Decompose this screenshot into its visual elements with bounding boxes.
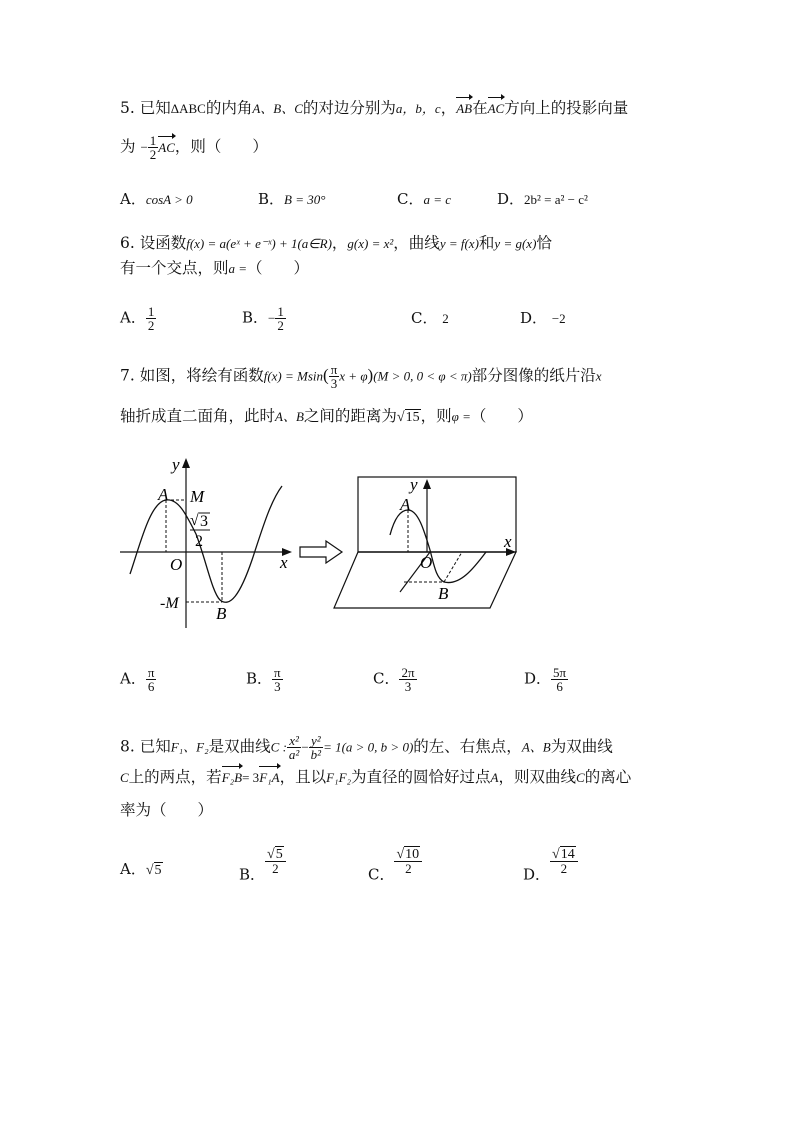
fraction-num: π (147, 665, 155, 680)
paren-close: ) (367, 365, 374, 385)
q8-line3 (120, 799, 213, 821)
q5-half-num: 1 (149, 133, 157, 148)
option-label: C． (397, 190, 424, 208)
q8-option-d[interactable] (523, 848, 578, 885)
q6-option-b[interactable] (242, 305, 286, 332)
label-neg-m: -M (160, 595, 179, 612)
fraction-den: 3 (404, 679, 412, 694)
q5-text: 的对边分别为 (302, 99, 396, 117)
x2-over-a2 (287, 734, 301, 761)
label-sqrt: √ (190, 512, 199, 529)
q6-text: （ ） (247, 259, 310, 277)
q5-half-fraction (148, 134, 159, 161)
fraction-num: y² (311, 733, 321, 748)
q6-number: 6. 设函数 (120, 234, 187, 252)
fraction-den: 6 (556, 679, 563, 694)
q8-point-a: A (490, 770, 499, 785)
label-y: y (172, 455, 180, 474)
option-fraction (399, 666, 416, 693)
q8-text: 为双曲线 (550, 737, 613, 756)
option-value: a = c (423, 192, 452, 207)
q8-option-c[interactable] (368, 848, 422, 885)
vector-ac: AC (488, 98, 505, 120)
fraction-num: 2π (401, 665, 415, 680)
q6-comma: ， (331, 234, 348, 252)
q7-line2 (120, 405, 533, 429)
arrow-icon (300, 541, 342, 563)
q5-text: 方向上的投影向量 (504, 99, 629, 117)
q6-line1 (120, 232, 552, 255)
q5-half-den: 2 (149, 147, 157, 162)
fold-label-o: O (420, 553, 433, 572)
fraction-den: 2 (560, 861, 568, 876)
vector-f2b: F₂B (222, 767, 242, 789)
q8-option-b[interactable] (239, 848, 286, 885)
q8-f1f2: F₁F₂ (326, 770, 352, 785)
fraction-num: √14 (550, 848, 578, 862)
radicand: 10 (405, 847, 420, 862)
sine-curve (130, 486, 282, 602)
q7-option-a[interactable] (120, 666, 156, 693)
option-label: A． (120, 190, 146, 208)
fraction-num: √10 (394, 848, 422, 862)
q7-text: （ ） (470, 407, 533, 425)
option-label: A． (120, 669, 146, 688)
q7-figure (0, 450, 794, 650)
q7-condition: (M > 0, 0 < φ < π) (373, 368, 472, 384)
radicand: 15 (405, 410, 420, 425)
q8-text: ，且以 (279, 768, 327, 786)
q6-line2 (120, 257, 309, 280)
q7-option-c[interactable] (373, 666, 417, 693)
q5-option-a[interactable] (120, 188, 193, 209)
fraction-den: 3 (330, 376, 338, 391)
vector-ab: AB (456, 98, 472, 120)
fraction-den: 2 (405, 861, 412, 876)
q8-option-a[interactable] (120, 858, 163, 879)
q8-text: 率为（ ） (120, 801, 214, 819)
q5-angles: A、B、C (252, 101, 303, 116)
option-fraction (394, 848, 422, 875)
vector-ac: AC (158, 137, 175, 159)
fold-label-x: x (504, 532, 512, 551)
q8-text: 的左、右焦点， (413, 737, 522, 756)
q5-line2 (120, 134, 268, 161)
label-b: B (216, 604, 227, 623)
option-label: C． (368, 865, 395, 884)
q7-number: 7. 如图，将绘有函数 (120, 366, 264, 385)
q5-text: 在 (472, 99, 488, 117)
fold-label-y: y (410, 475, 418, 494)
fraction-num: 1 (277, 304, 284, 319)
option-value: −2 (551, 311, 566, 326)
q5-line1 (120, 97, 628, 120)
q5-text: ，则（ ） (174, 137, 268, 156)
fraction-num: π (330, 362, 338, 377)
option-fraction (275, 305, 286, 332)
option-fraction (146, 666, 157, 693)
y-axis-arrow (182, 458, 190, 468)
option-label: B． (239, 865, 266, 884)
vertical-plane (358, 477, 516, 552)
q8-minus: − (301, 739, 309, 755)
option-label: A． (120, 308, 146, 327)
q6-text: 有一个交点，则 (120, 259, 229, 277)
radicand: 5 (154, 863, 162, 878)
q6-a: a = (228, 261, 248, 276)
q5-text: 的内角 (205, 99, 253, 117)
fraction-num: 1 (147, 304, 155, 319)
option-sqrt: √5 (145, 863, 162, 878)
fraction-den: b² (310, 747, 322, 762)
fold-guide-b1 (444, 552, 462, 582)
q7-option-d[interactable] (524, 666, 568, 693)
q7-x: x (595, 368, 602, 384)
label-x: x (280, 553, 288, 572)
option-value: 2b² = a² − c² (524, 192, 588, 207)
q6-curve-f: y = f(x) (439, 236, 479, 251)
q8-curve-c: C (120, 770, 129, 785)
fraction-den: 6 (147, 679, 155, 694)
option-label: D． (523, 865, 551, 884)
label-sqrt3: 3 (200, 513, 208, 530)
q6-text: 恰 (536, 234, 552, 252)
option-label: C． (411, 309, 438, 327)
q5-text: 为 (120, 137, 136, 156)
q5-option-d[interactable] (497, 188, 588, 209)
fold-label-a: A (400, 495, 411, 514)
q5-sides: a，b，c (395, 101, 441, 116)
q6-function-g: g(x) = x² (347, 236, 394, 251)
fraction-den: a² (288, 747, 300, 762)
option-label: A． (120, 860, 146, 878)
q5-option-b[interactable] (258, 188, 325, 209)
q5-triangle: ΔABC (170, 101, 206, 116)
q8-line2 (120, 766, 631, 789)
q7-option-b[interactable] (246, 666, 283, 693)
q6-function-f: f(x) = a(eˣ + e⁻ˣ) + 1(a∈R) (186, 236, 332, 251)
option-fraction (550, 848, 578, 875)
q5-comma: ， (440, 99, 457, 117)
label-two: 2 (195, 533, 203, 550)
option-label: B． (246, 669, 273, 688)
q5-number: 5. 已知 (120, 99, 171, 117)
radicand: 5 (275, 847, 283, 862)
option-value: 2 (442, 311, 449, 326)
option-label: B． (242, 308, 269, 327)
vector-f1a: F₁A (259, 767, 279, 789)
q7-ab: A、B (275, 409, 304, 424)
q5-minus: − (140, 139, 148, 155)
fraction-den: 2 (147, 318, 155, 333)
option-label: D． (520, 309, 548, 327)
q5-option-c[interactable] (397, 188, 451, 209)
q7-text: 之间的距离为 (303, 407, 397, 425)
q8-text: 为直径的圆恰好过点 (351, 768, 491, 786)
sqrt-15: √15 (396, 410, 420, 425)
fold-y-arrow (423, 479, 431, 489)
q8-text: 是双曲线 (208, 737, 271, 756)
q8-text: 的离心 (584, 768, 632, 786)
q7-text: 部分图像的纸片沿 (471, 366, 596, 385)
q7-phi: φ = (451, 409, 471, 424)
fraction-num: √5 (265, 848, 286, 862)
q8-equation: = 1(a > 0, b > 0) (323, 739, 414, 755)
option-label: C． (373, 669, 400, 688)
fraction-den: 3 (274, 679, 281, 694)
option-label: D． (524, 669, 552, 688)
q8-line1 (120, 734, 613, 761)
option-fraction (146, 305, 157, 332)
option-fraction (272, 666, 283, 693)
option-value: cosA > 0 (145, 192, 193, 207)
q6-text: 和 (478, 234, 495, 252)
fold-label-b: B (438, 584, 449, 603)
q8-curve-c: C : (270, 739, 287, 755)
label-m: M (190, 487, 205, 506)
q8-text: 上的两点，若 (128, 768, 222, 786)
q7-function: f(x) = Msin (263, 368, 324, 384)
fold-curve-upper (390, 510, 430, 550)
q8-text: ，则双曲线 (498, 768, 577, 786)
q6-curve-g: y = g(x) (494, 236, 537, 251)
q7-text: 轴折成直二面角，此时 (120, 407, 276, 425)
q7-text: ，则 (420, 407, 452, 425)
label-a: A (158, 485, 169, 504)
q6-option-d[interactable] (520, 307, 566, 328)
radicand: 14 (560, 847, 575, 862)
q8-number: 8. 已知 (120, 737, 171, 756)
label-o: O (170, 555, 183, 574)
fraction-num: π (274, 665, 281, 680)
fraction-num: 5π (553, 665, 567, 680)
q8-ab: A、B (521, 739, 551, 755)
option-label: B． (258, 190, 285, 208)
option-minus: − (268, 310, 276, 326)
fold-curve-lower (430, 550, 486, 583)
q8-equals: = 3 (242, 770, 260, 785)
fraction-num: x² (289, 733, 299, 748)
q6-option-a[interactable] (120, 305, 156, 332)
q7-line1 (120, 363, 602, 390)
fraction-den: 2 (272, 861, 279, 876)
q8-foci: F₁、F₂ (170, 739, 209, 755)
paren-open: ( (323, 365, 329, 385)
fraction-den: 2 (277, 318, 284, 333)
option-label: D． (497, 190, 525, 208)
option-fraction (265, 848, 286, 875)
q8-curve-c: C (576, 770, 585, 785)
q6-option-c[interactable] (411, 307, 449, 328)
y2-over-b2 (309, 734, 323, 761)
option-fraction (551, 666, 568, 693)
q6-text: ，曲线 (393, 234, 440, 252)
q7-argument: x + φ (339, 368, 368, 384)
option-value: B = 30° (284, 192, 326, 207)
pi-over-3 (329, 363, 340, 390)
